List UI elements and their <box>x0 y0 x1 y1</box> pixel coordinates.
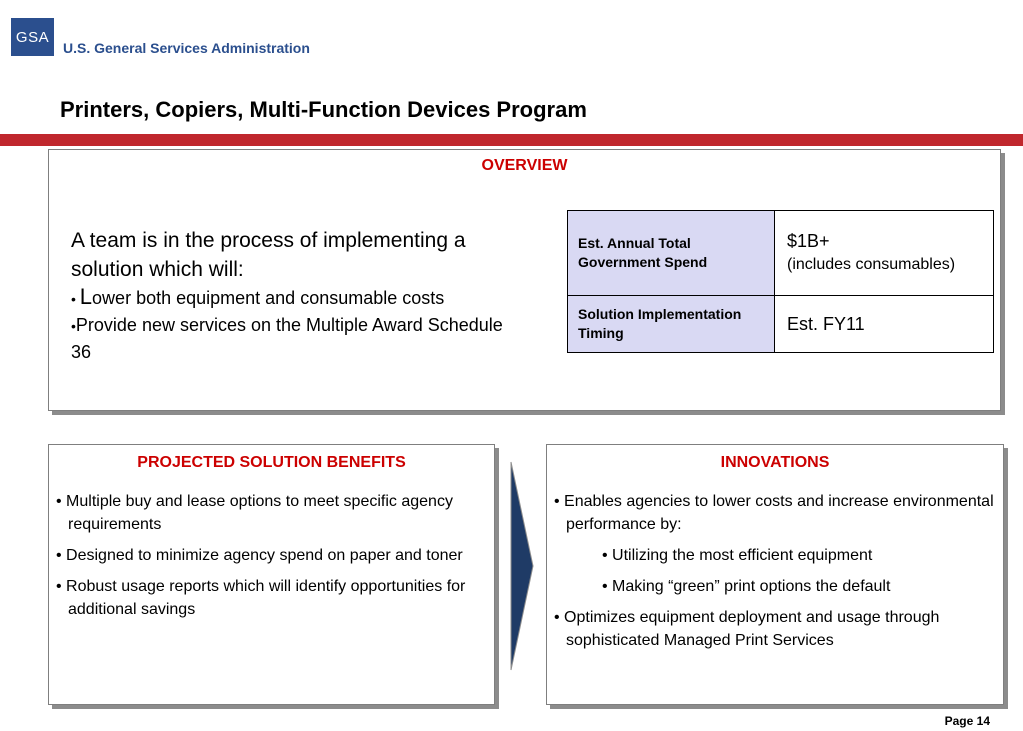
summary-table <box>567 210 994 353</box>
agency-name: U.S. General Services Administration <box>63 40 310 56</box>
list-item: • Designed to minimize agency spend on paper and toner <box>56 547 463 564</box>
list-item: • Robust usage reports which will identify opportunities for additional savings <box>56 578 466 618</box>
overview-lead: A team is in the process of implementing a solution which will: <box>71 229 466 281</box>
table-value-cell <box>775 211 994 296</box>
overview-item-text: Provide new services on the Multiple Award Schedule 36 <box>71 315 503 362</box>
table-row <box>568 296 994 353</box>
benefits-heading: PROJECTED SOLUTION BENEFITS <box>137 454 406 471</box>
list-item: • Optimizes equipment deployment and usage through sophisticated Managed Print Services <box>554 609 940 649</box>
logo-text: GSA <box>15 28 50 46</box>
table-value: $1B+ <box>787 231 830 251</box>
table-value-cell <box>775 296 994 353</box>
bullet: • <box>71 291 80 307</box>
overview-panel <box>48 149 1001 411</box>
table-label: Solution Implementation Timing <box>568 296 775 353</box>
table-row <box>568 211 994 296</box>
table-value: Est. FY11 <box>787 314 865 334</box>
list-sub-item: • Utilizing the most efficient equipment <box>602 547 873 564</box>
overview-heading: OVERVIEW <box>481 157 568 174</box>
overview-item <box>71 284 516 312</box>
overview-item <box>71 312 516 365</box>
page-number: Page 14 <box>944 714 990 728</box>
innovations-list <box>554 490 994 660</box>
benefits-panel <box>48 444 495 705</box>
overview-text <box>71 226 516 365</box>
list-item: • Enables agencies to lower costs and increase environmental performance by: <box>554 493 994 533</box>
title-divider <box>0 134 1023 146</box>
table-value-note: (includes consumables) <box>787 256 956 273</box>
bullet: • <box>71 318 76 334</box>
gsa-logo <box>11 18 54 56</box>
innovations-panel <box>546 444 1004 705</box>
page-title: Printers, Copiers, Multi-Function Devices Program <box>60 97 587 122</box>
list-item: • Multiple buy and lease options to meet specific agency requirements <box>56 493 453 533</box>
list-sub-item: • Making “green” print options the default <box>602 578 891 595</box>
overview-item-text: ower both equipment and consumable costs <box>92 288 445 308</box>
right-arrow-icon <box>508 460 538 672</box>
innovations-heading: INNOVATIONS <box>720 454 830 471</box>
drop-letter: L <box>79 284 93 309</box>
benefits-list <box>56 490 486 629</box>
table-label: Est. Annual Total Government Spend <box>568 211 775 296</box>
